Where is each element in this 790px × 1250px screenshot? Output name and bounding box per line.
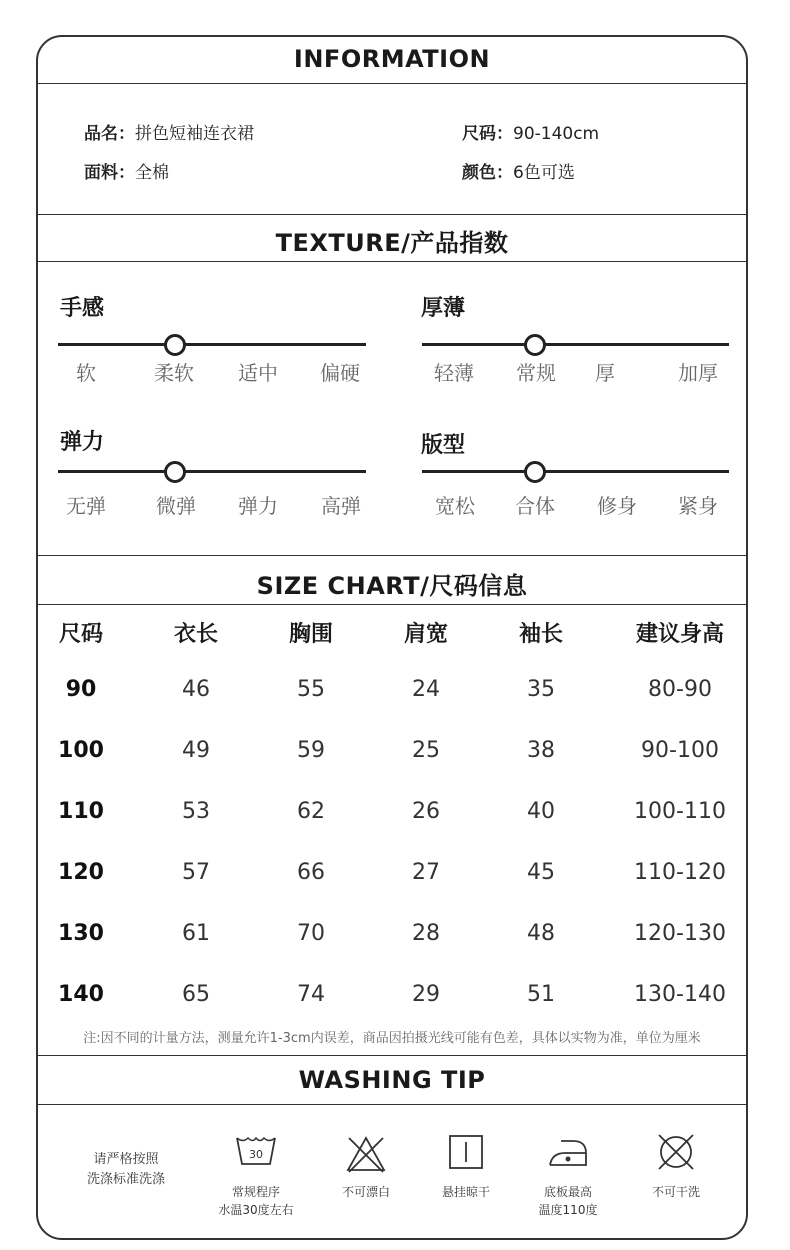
no-dry-clean-icon xyxy=(656,1132,696,1172)
feel-tick-3: 偏硬 xyxy=(320,361,360,385)
thickness-tick-0: 轻薄 xyxy=(434,361,474,385)
elasticity-label: 弹力 xyxy=(60,430,105,455)
product-name-key: 品名： xyxy=(84,124,135,144)
iron-caption xyxy=(539,1183,598,1219)
size-table-cell: 110 xyxy=(58,799,104,824)
divider xyxy=(38,604,746,605)
fit-label: 版型 xyxy=(421,433,466,458)
thickness-slider-track xyxy=(422,343,729,346)
size-table-cell: 74 xyxy=(297,982,325,1007)
information-title: INFORMATION xyxy=(293,45,491,73)
iron-line2: 温度110度 xyxy=(538,1203,598,1217)
color-value: 6色可选 xyxy=(513,163,575,183)
fit-slider-knob xyxy=(524,461,546,483)
size-table-cell: 62 xyxy=(297,799,325,824)
wash-30-line1: 常规程序 xyxy=(231,1185,280,1199)
no-dry-clean-caption: 不可干洗 xyxy=(651,1185,701,1199)
fabric-value: 全棉 xyxy=(135,163,169,183)
thickness-tick-2: 厚 xyxy=(595,361,615,385)
wash-temp-label: 30 xyxy=(249,1148,263,1161)
thickness-tick-3: 加厚 xyxy=(678,361,718,385)
size-table-cell: 70 xyxy=(297,921,325,946)
wash-30-caption xyxy=(218,1183,293,1219)
size-table-cell: 120 xyxy=(58,860,104,885)
size-table-cell: 27 xyxy=(412,860,440,885)
divider xyxy=(38,261,746,262)
size-table-cell: 40 xyxy=(527,799,555,824)
divider xyxy=(38,1055,746,1056)
size-table-cell: 48 xyxy=(527,921,555,946)
fit-tick-1: 合体 xyxy=(515,494,555,518)
thickness-tick-1: 常规 xyxy=(516,361,556,385)
hang-dry-icon xyxy=(448,1134,484,1170)
size-table-cell: 51 xyxy=(527,982,555,1007)
size-table-cell: 100-110 xyxy=(634,799,726,824)
no-bleach-caption: 不可漂白 xyxy=(341,1185,391,1199)
elasticity-slider-track xyxy=(58,470,366,473)
size-table-cell: 49 xyxy=(182,738,210,763)
washing-title: WASHING TIP xyxy=(298,1066,486,1094)
elasticity-slider-knob xyxy=(164,461,186,483)
iron-line1: 底板最高 xyxy=(543,1185,592,1199)
size-table-cell: 35 xyxy=(527,677,555,702)
size-table-header-0: 尺码 xyxy=(58,622,104,647)
feel-tick-0: 软 xyxy=(76,361,96,385)
elasticity-tick-1: 微弹 xyxy=(156,494,196,518)
size-table-cell: 38 xyxy=(527,738,555,763)
fit-tick-0: 宽松 xyxy=(435,494,475,518)
washing-intro-line1: 请严格按照 xyxy=(93,1152,159,1167)
size-table-cell: 110-120 xyxy=(634,860,726,885)
size-table-cell: 53 xyxy=(182,799,210,824)
elasticity-tick-2: 弹力 xyxy=(238,494,278,518)
size-table-cell: 26 xyxy=(412,799,440,824)
size-table-cell: 130-140 xyxy=(634,982,726,1007)
divider xyxy=(38,555,746,556)
size-table-cell: 59 xyxy=(297,738,325,763)
feel-tick-2: 适中 xyxy=(238,361,278,385)
washing-intro-line2: 洗涤标准洗涤 xyxy=(86,1172,166,1187)
fit-tick-3: 紧身 xyxy=(678,494,718,518)
no-bleach-icon xyxy=(345,1134,387,1174)
feel-tick-1: 柔软 xyxy=(154,361,194,385)
size-table-cell: 61 xyxy=(182,921,210,946)
product-name-value: 拼色短袖连衣裙 xyxy=(135,124,254,144)
size-table-cell: 24 xyxy=(412,677,440,702)
size-range-row xyxy=(462,119,599,144)
hang-dry-caption: 悬挂晾干 xyxy=(441,1185,491,1199)
elasticity-tick-3: 高弹 xyxy=(321,494,361,518)
size-table-cell: 28 xyxy=(412,921,440,946)
thickness-label: 厚薄 xyxy=(421,296,466,321)
size-table-cell: 100 xyxy=(58,738,104,763)
size-table-cell: 46 xyxy=(182,677,210,702)
fit-tick-2: 修身 xyxy=(597,494,637,518)
size-table-cell: 55 xyxy=(297,677,325,702)
size-table-cell: 90 xyxy=(65,677,97,702)
color-key: 颜色： xyxy=(462,163,513,183)
info-card xyxy=(36,35,748,1240)
size-range-key: 尺码： xyxy=(462,124,513,144)
fabric-row xyxy=(84,158,169,183)
size-table-cell: 57 xyxy=(182,860,210,885)
size-table-cell: 140 xyxy=(58,982,104,1007)
fabric-key: 面料： xyxy=(84,163,135,183)
size-table-cell: 45 xyxy=(527,860,555,885)
thickness-slider-knob xyxy=(524,334,546,356)
wash-30-icon xyxy=(234,1134,278,1168)
wash-30-line2: 水温30度左右 xyxy=(218,1203,294,1217)
washing-intro xyxy=(87,1150,165,1190)
feel-label: 手感 xyxy=(60,296,105,321)
measurement-note: 注:因不同的计量方法，测量允许1-3cm内误差，商品因拍摄光线可能有色差，具体以实物为准，单位为厘米 xyxy=(83,1031,701,1046)
size-table-cell: 80-90 xyxy=(648,677,712,702)
size-table-header-4: 袖长 xyxy=(518,622,564,647)
size-range-value: 90-140cm xyxy=(513,124,600,144)
size-table-cell: 29 xyxy=(412,982,440,1007)
size-chart-title: SIZE CHART/尺码信息 xyxy=(256,572,528,600)
iron-icon xyxy=(547,1135,589,1169)
fit-slider-track xyxy=(422,470,729,473)
feel-slider-track xyxy=(58,343,366,346)
size-table-header-5: 建议身高 xyxy=(635,622,725,647)
size-table-header-3: 肩宽 xyxy=(403,622,449,647)
size-table-header-2: 胸围 xyxy=(288,622,334,647)
size-table-header-1: 衣长 xyxy=(173,622,219,647)
texture-title: TEXTURE/产品指数 xyxy=(275,229,509,257)
size-table-cell: 120-130 xyxy=(634,921,726,946)
elasticity-tick-0: 无弹 xyxy=(66,494,106,518)
size-table-cell: 25 xyxy=(412,738,440,763)
color-row xyxy=(462,158,575,183)
size-table-cell: 65 xyxy=(182,982,210,1007)
product-name-row xyxy=(84,119,254,144)
divider xyxy=(38,1104,746,1105)
feel-slider-knob xyxy=(164,334,186,356)
size-table-cell: 130 xyxy=(58,921,104,946)
size-table-cell: 66 xyxy=(297,860,325,885)
divider xyxy=(38,83,746,84)
size-table-cell: 90-100 xyxy=(641,738,719,763)
divider xyxy=(38,214,746,215)
